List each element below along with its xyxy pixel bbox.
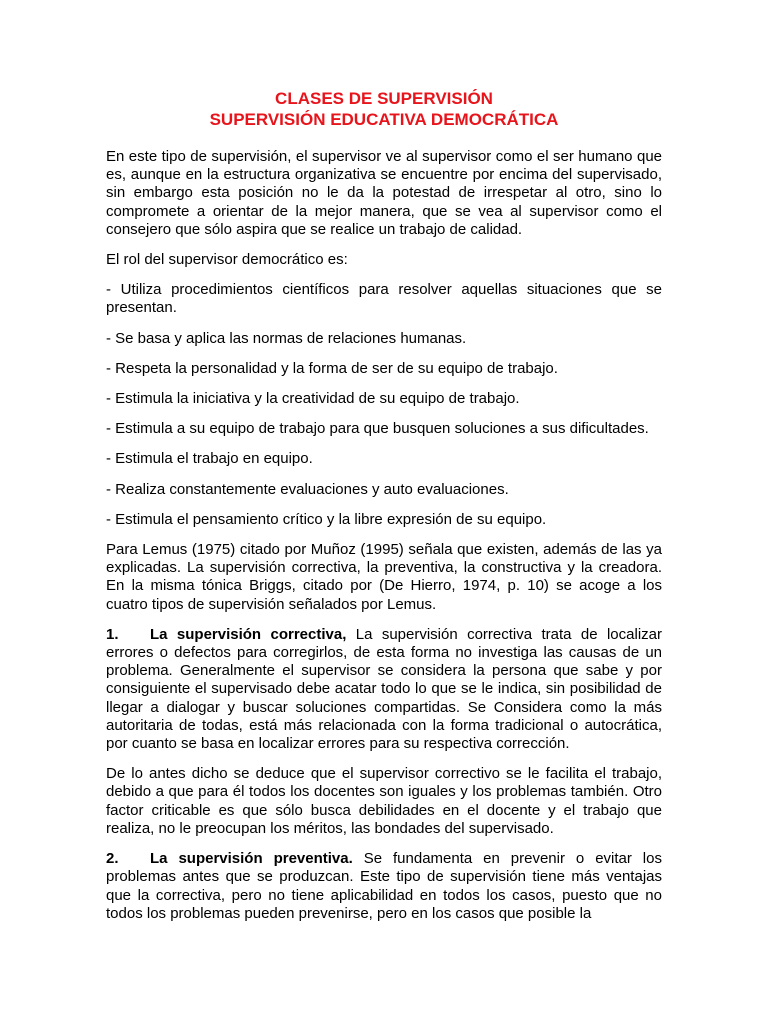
corrective-followup-paragraph: De lo antes dicho se deduce que el supervisor correctivo se le facilita el trabajo, debido a que para él todos los docentes son iguales y los problemas también. Otro factor criticable es que sólo busca debilidades en el docente y el trabajo que realiza, no le preocupan los méritos, las bondades del supervisado.	[106, 765, 662, 837]
role-item: - Estimula el trabajo en equipo.	[106, 450, 313, 468]
title-line-1: CLASES DE SUPERVISIÓN	[275, 89, 493, 108]
role-item: - Realiza constantemente evaluaciones y auto evaluaciones.	[106, 480, 509, 498]
section-number: 1.	[106, 625, 119, 643]
section-preventive	[106, 850, 662, 923]
role-item: - Utiliza procedimientos científicos para resolver aquellas situaciones que se presentan.	[106, 281, 662, 317]
role-item: - Estimula el pensamiento crítico y la libre expresión de su equipo.	[106, 510, 547, 528]
title-line-2: SUPERVISIÓN EDUCATIVA DEMOCRÁTICA	[209, 110, 559, 129]
section-body: Se fundamenta en prevenir o evitar los problemas antes que se produzcan. Este tipo de supervisión tiene más ventajas que la correctiva, pero no tiene aplicabilidad en todos los casos, puesto que no todos los problemas pueden prevenirse, pero en los casos que posible la	[106, 850, 662, 922]
role-heading: El rol del supervisor democrático es:	[106, 251, 348, 269]
role-item: - Estimula la iniciativa y la creatividad de su equipo de trabajo.	[106, 390, 520, 408]
section-number: 2.	[106, 850, 119, 868]
lemus-paragraph: Para Lemus (1975) citado por Muñoz (1995) señala que existen, además de las ya explicadas. La supervisión correctiva, la preventiva, la constructiva y la creadora. En la misma tónica Briggs, citado por (De Hierro, 1974, p. 10) se acoge a los cuatro tipos de supervisión señalados por Lemus.	[106, 541, 662, 613]
document-title	[106, 88, 662, 130]
intro-paragraph: En este tipo de supervisión, el supervisor ve al supervisor como el ser humano que es, aunque en la estructura organizativa se encuentre por encima del supervisado, sin embargo esta posición no le da la potestad de irrespetar al otro, sino lo compromete a orientar de la mejor manera, que se vea al supervisor como el consejero que sólo aspira que se realice un trabajo de calidad.	[106, 148, 662, 238]
section-heading: La supervisión correctiva,	[150, 625, 347, 643]
role-item: - Se basa y aplica las normas de relaciones humanas.	[106, 329, 467, 347]
section-body: La supervisión correctiva trata de localizar errores o defectos para corregirlos, de esta forma no investiga las causas de un problema. Generalmente el supervisor se considera la persona que sabe y por consiguiente el supervisado debe acatar todo lo que se le indica, sin posibilidad de llegar a dialogar y buscar soluciones compartidas. Se Considera como la más autoritaria de todas, está más relacionada con la forma tradicional o autocrática, por cuanto se basa en localizar errores para su respectiva corrección.	[106, 625, 662, 753]
section-heading: La supervisión preventiva.	[150, 850, 353, 868]
role-item: - Respeta la personalidad y la forma de ser de su equipo de trabajo.	[106, 359, 558, 377]
role-item: - Estimula a su equipo de trabajo para que busquen soluciones a sus dificultades.	[106, 420, 649, 438]
section-corrective	[106, 626, 662, 753]
